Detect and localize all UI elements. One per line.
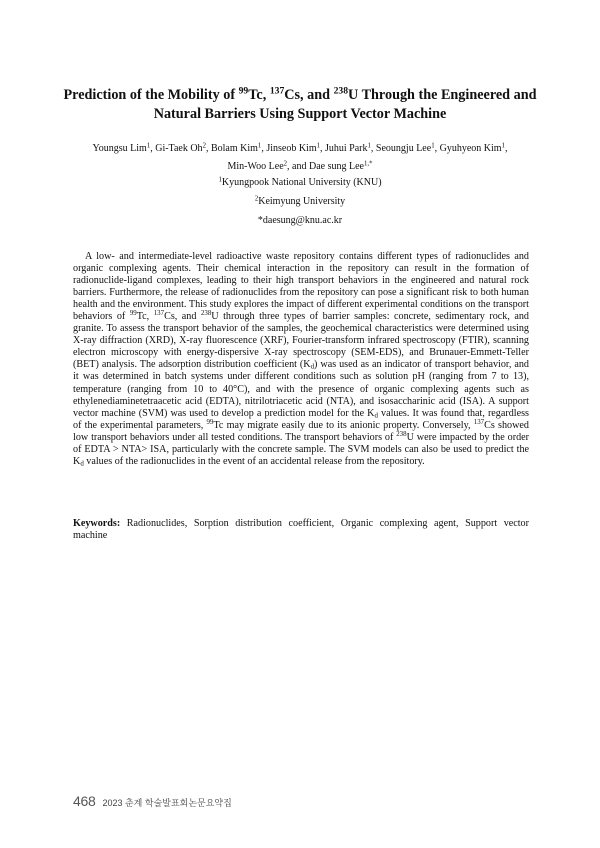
abstract-text: values of the radionuclides in the event of an accidental release from the repository.	[83, 455, 425, 467]
abstract-text: Tc,	[136, 311, 154, 323]
author-name: Juhui Park	[325, 143, 368, 154]
affiliation-text: Kyungpook National University (KNU)	[221, 177, 382, 188]
author-separator: ,	[370, 143, 376, 154]
authors-line-1	[60, 140, 540, 158]
author-separator: ,	[205, 143, 211, 154]
author-affiliation-mark: 1	[501, 142, 505, 150]
subscript: d	[80, 460, 84, 468]
affiliation-2	[60, 195, 540, 208]
author	[266, 143, 325, 154]
abstract	[73, 251, 529, 468]
isotope-mass: 137	[473, 418, 485, 426]
author-affiliation-mark: 2	[202, 142, 206, 150]
author-separator: , and	[287, 161, 309, 172]
isotope-mass: 238	[396, 430, 407, 438]
author-affiliation-mark: 1,*	[363, 160, 373, 168]
abstract-text: values. It was found that, regardless of the experimental parameters,	[73, 407, 529, 431]
abstract-text: U were impacted by the order of EDTA > NTA> ISA, particularly with the concrete sample. The SVM models can also be used to predict the K	[73, 431, 529, 467]
author-name: Youngsu Lim	[92, 143, 147, 154]
keywords-text: Radionuclides, Sorption distribution coefficient, Organic complexing agent, Support vector machine	[73, 518, 529, 542]
author-name: Min-Woo Lee	[227, 161, 284, 172]
author-separator: ,	[434, 143, 440, 154]
author-affiliation-mark: 1	[146, 142, 151, 150]
author-affiliation-mark: 1	[431, 142, 435, 150]
title-text: U Through the Engineered and	[348, 87, 537, 103]
author	[155, 143, 211, 154]
abstract-text: ) was used as an indicator of transport behavior, and it was determined in batch systems under different conditions such as solution pH (ranging from 7 to 13), temperature (ranging from 10 to 40°C), and with the presence of organic complexing agents such as ethylenediaminetetraacetic acid (EDTA), nitrilotriacetic acid (NTA), and isosaccharinic acid (ISA). A support vector machine (SVM) was used to develop a prediction model for the K	[73, 359, 529, 419]
author-name: Gi-Taek Oh	[155, 143, 203, 154]
author-name: Seoungju Lee	[375, 143, 432, 154]
author-separator: ,	[504, 143, 508, 154]
affiliation-text: Keimyung University	[258, 196, 346, 207]
affiliation-number: 1	[218, 176, 222, 184]
author	[376, 143, 440, 154]
page-number: 468	[73, 793, 96, 809]
abstract-text: Cs, and	[164, 311, 201, 323]
affiliation-number: 2	[254, 195, 259, 203]
isotope-mass: 137	[269, 85, 285, 97]
keywords	[73, 518, 529, 542]
title-text: Tc,	[248, 87, 270, 103]
author-affiliation-mark: 1	[367, 142, 371, 150]
isotope-mass: 99	[238, 85, 249, 97]
subscript: d	[310, 363, 315, 371]
authors-line-2	[60, 158, 540, 176]
author-affiliation-mark: 1	[316, 142, 321, 150]
title-line-1	[60, 86, 540, 105]
author-affiliation-mark: 1	[257, 142, 262, 150]
page-footer	[73, 793, 232, 813]
isotope-mass: 238	[333, 85, 349, 97]
author-name: Jinseob Kim	[266, 143, 317, 154]
author-affiliation-mark: 2	[283, 160, 288, 168]
abstract-text: U through three types of barrier samples: concrete, sedimentary rock, and granite. To assess the transport behavior of the samples, the geochemical characteristics were determined using X-ray diffraction (XRD), X-ray fluorescence (XRF), Fourier-transform infrared spectroscopy (FTIR), scanning electron microscopy with energy-dispersive X-ray spectroscopy (SEM-EDS), and Brunauer-Emmett-Teller (BET) analysis. The adsorption distribution coefficient (K	[73, 311, 529, 371]
author-separator: ,	[320, 143, 326, 154]
author-name: Dae sung Lee	[309, 161, 364, 172]
author-list	[60, 140, 540, 176]
corresponding-email: *daesung@knu.ac.kr	[257, 215, 343, 226]
author	[440, 143, 508, 154]
author-name: Bolam Kim	[210, 143, 258, 154]
author	[93, 143, 156, 154]
keywords-label: Keywords:	[73, 518, 121, 529]
title-text: Prediction of the Mobility of	[63, 87, 239, 103]
subscript: d	[374, 411, 378, 419]
isotope-mass: 99	[129, 310, 137, 318]
abstract-text: Cs showed low transport behaviors under all tested conditions. The transport behaviors of	[73, 419, 529, 443]
abstract-text: A low- and intermediate-level radioactive waste repository contains different types of radionuclides and organic complexing agents. Their chemical interaction in the repository can result in the formation of radionuclide-ligand complexes, leading to their high transport behaviors in the engineered and natural rock barriers. Furthermore, the release of radionuclides from the repository can pose a significant risk to both human health and the environment. This study explores the impact of different experimental conditions on the transport behaviors of	[73, 251, 529, 323]
author	[325, 143, 376, 154]
abstract-text: Tc may migrate easily due to its anionic property. Conversely,	[213, 419, 474, 431]
paper-title	[60, 86, 540, 124]
author-separator: ,	[150, 143, 156, 154]
footer-text: 2023 춘계 학술발표회논문요약집	[102, 798, 232, 808]
author-name: Gyuhyeon Kim	[439, 143, 502, 154]
title-text: Cs, and	[284, 87, 334, 103]
author	[211, 143, 266, 154]
author-separator: ,	[261, 143, 267, 154]
isotope-mass: 238	[200, 310, 212, 318]
title-line-2: Natural Barriers Using Support Vector Machine	[153, 106, 447, 122]
affiliation-1	[60, 176, 540, 189]
isotope-mass: 99	[206, 418, 214, 426]
isotope-mass: 137	[153, 310, 165, 318]
